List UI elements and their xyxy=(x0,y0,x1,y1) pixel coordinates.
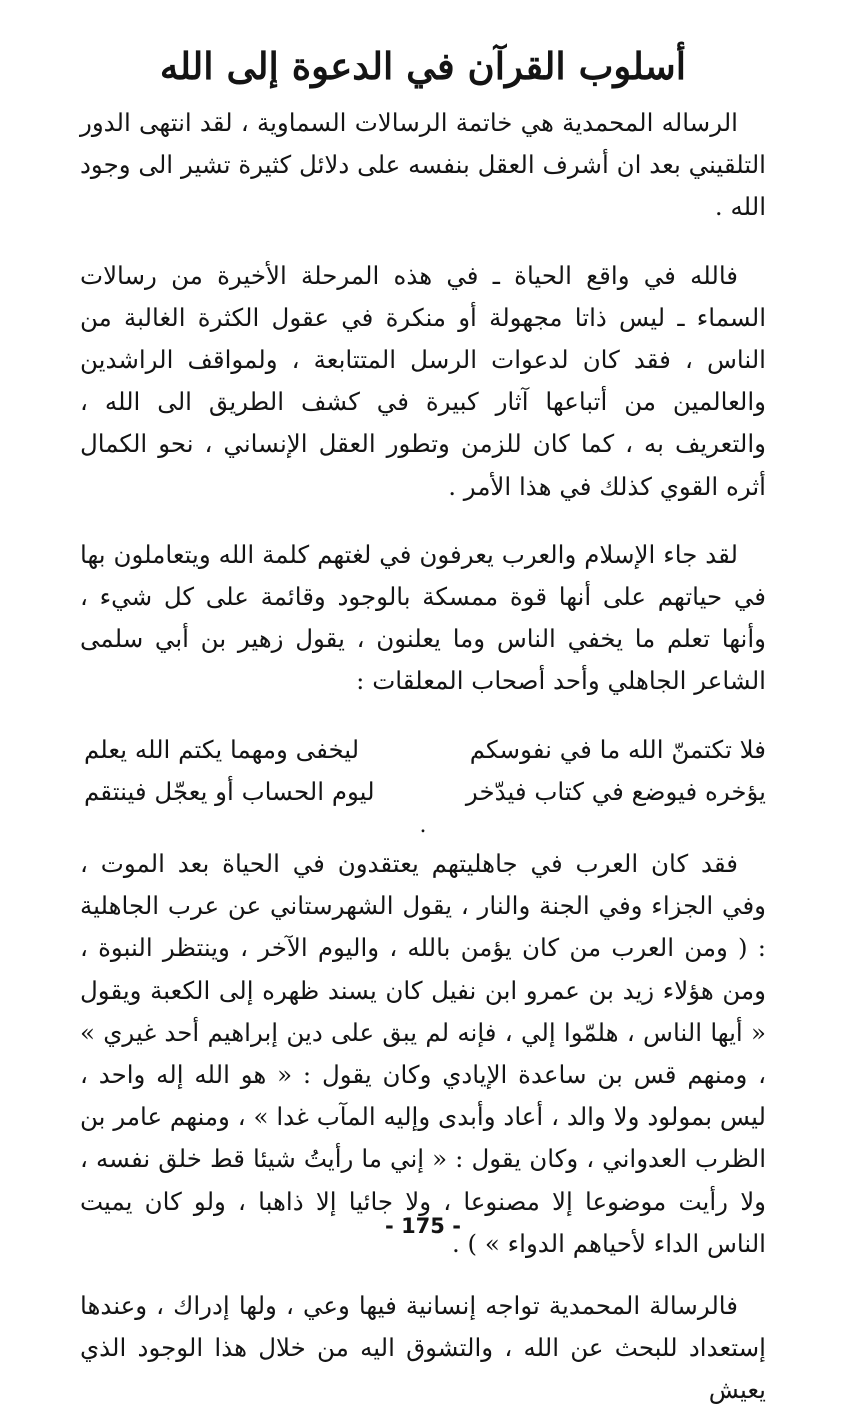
verse-1-second-hemistich: ليخفى ومهما يكتم الله يعلم xyxy=(84,734,360,764)
poem-verse-1 xyxy=(80,729,766,771)
paragraph-4: فقد كان العرب في جاهليتهم يعتقدون في الحياة بعد الموت ، وفي الجزاء وفي الجنة والنار ، يقول الشهرستاني عن عرب الجاهلية : ( ومن العرب من كان يؤمن بالله ، واليوم الآخر ، وينتظر النبوة ، ومن هؤلاء زيد بن عمرو ابن نفيل كان يسند ظهره إلى الكعبة ويقول « أيها الناس ، هلمّوا إلي ، فإنه لم يبق على دين إبراهيم أحد غيري » ، ومنهم قس بن ساعدة الإيادي وكان يقول : « هو الله إله واحد ، ليس بمولود ولا والد ، أعاد وأبدى وإليه المآب غدا » ، ومنهم عامر بن الظرب العدواني ، وكان يقول : « إني ما رأيتُ شيئا قط خلق نفسه ، ولا رأيت موضوعا إلا مصنوعا ، ولا جائيا إلا ذاهبا ، ولو كان يميت الناس الداء لأحياهم الدواء » ) . xyxy=(80,849,766,1258)
book-page xyxy=(80,40,766,1405)
page-title: أسلوب القرآن في الدعوة إلى الله xyxy=(159,44,687,88)
verse-2-second-hemistich: ليوم الحساب أو يعجّل فينتقم xyxy=(84,776,375,806)
verse-2-first-hemistich: يؤخره فيوضع في كتاب فيدّخر xyxy=(465,776,766,806)
paragraph-3: لقد جاء الإسلام والعرب يعرفون في لغتهم كلمة الله ويتعاملون بها في حياتهم على أنها قوة ممسكة بالوجود وقائمة على كل شيء ، وأنها تعلم ما يخفي الناس وما يعلنون ، يقول زهير بن أبي سلمى الشاعر الجاهلي وأحد أصحاب المعلقات : xyxy=(80,539,766,696)
paragraph-1: الرساله المحمدية هي خاتمة الرسالات السماوية ، لقد انتهى الدور التلقيني بعد ان أشرف العقل بنفسه على دلائل كثيرة تشير الى وجود الله . xyxy=(80,108,766,222)
poem-verse-2 xyxy=(80,771,766,813)
page-number: - 175 - xyxy=(385,1214,461,1238)
paragraph-5: فالرسالة المحمدية تواجه إنسانية فيها وعي ، ولها إدراك ، وعندها إستعداد للبحث عن الله ، والتشوق اليه من خلال هذا الوجود الذي يعيش xyxy=(80,1291,766,1405)
poem-end-mark: . xyxy=(419,813,427,839)
poem-block xyxy=(80,729,766,839)
paragraph-2: فالله في واقع الحياة ـ في هذه المرحلة الأخيرة من رسالات السماء ـ ليس ذاتا مجهولة أو منكرة في عقول الكثرة الغالبة من الناس ، فقد كان لدعوات الرسل المتتابعة ، ولمواقف الراشدين والعالمين من أتباعها آثار كبيرة في كشف الطريق الى الله ، والتعريف به ، كما كان للزمن وتطور العقل الإنساني ، نحو الكمال أثره القوي كذلك في هذا الأمر . xyxy=(80,260,766,501)
verse-1-first-hemistich: فلا تكتمنّ الله ما في نفوسكم xyxy=(469,734,766,764)
